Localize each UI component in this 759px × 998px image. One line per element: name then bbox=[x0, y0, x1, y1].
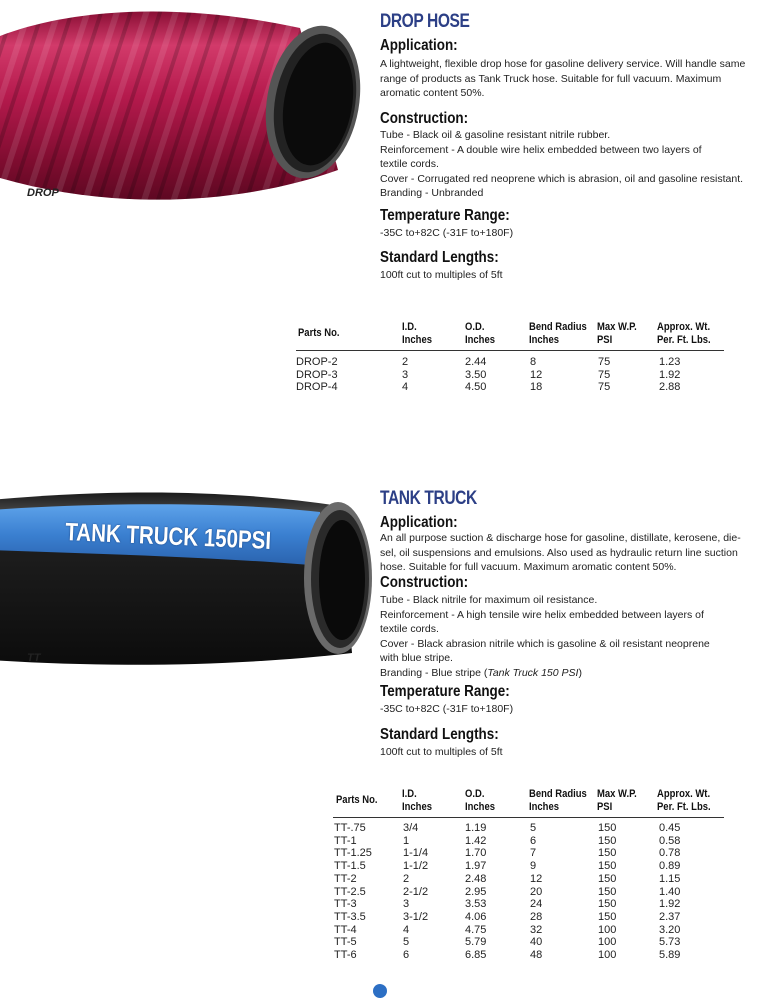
tank-col-wt: Approx. Wt. Per. Ft. Lbs. bbox=[657, 788, 711, 813]
table-cell: 150 bbox=[598, 898, 617, 911]
table-cell: 3.50 bbox=[465, 368, 487, 381]
table-cell: TT-.75 bbox=[334, 822, 366, 834]
table-cell: 1.40 bbox=[659, 885, 681, 898]
tank-lengths-text: 100ft cut to multiples of 5ft bbox=[380, 746, 503, 758]
table-cell: 100 bbox=[598, 949, 617, 961]
drop-col-parts: Parts No. bbox=[298, 327, 340, 339]
drop-col-wt: Approx. Wt. Per. Ft. Lbs. bbox=[657, 321, 711, 346]
table-cell: DROP-2 bbox=[296, 356, 338, 368]
tank-stripe-branding: TANK TRUCK 150PSI bbox=[64, 518, 272, 555]
table-cell: 2 bbox=[402, 356, 409, 368]
table-cell: 0.45 bbox=[659, 822, 681, 834]
drop-application-heading: Application: bbox=[380, 37, 458, 54]
table-cell: TT-1 bbox=[334, 834, 357, 847]
table-cell: 2.88 bbox=[659, 381, 681, 394]
table-cell: 5.89 bbox=[659, 949, 681, 961]
table-cell: 1.70 bbox=[465, 847, 487, 860]
table-cell: 4 bbox=[402, 381, 409, 394]
table-cell: 5 bbox=[403, 936, 410, 949]
table-cell: 3-1/2 bbox=[403, 910, 429, 923]
table-cell: 20 bbox=[530, 885, 543, 898]
table-cell: 5 bbox=[530, 822, 537, 834]
tank-application-heading: Application: bbox=[380, 514, 458, 531]
table-cell: 2 bbox=[403, 872, 410, 885]
tank-temperature-text: -35C to+82C (-31F to+180F) bbox=[380, 703, 514, 715]
table-cell: 100 bbox=[598, 923, 617, 936]
table-cell: 150 bbox=[598, 834, 617, 847]
table-cell: 1.15 bbox=[659, 872, 681, 885]
table-cell: 12 bbox=[530, 872, 543, 885]
table-cell: TT-1.25 bbox=[334, 847, 372, 860]
table-cell: DROP-4 bbox=[296, 381, 338, 394]
table-cell: 150 bbox=[598, 822, 617, 834]
table-cell: 1.19 bbox=[465, 822, 487, 834]
table-cell: 32 bbox=[530, 923, 543, 936]
table-cell: 1-1/2 bbox=[403, 860, 429, 873]
drop-col-wp: Max W.P. PSI bbox=[597, 321, 637, 346]
table-cell: 9 bbox=[530, 860, 537, 873]
table-cell: 2.95 bbox=[465, 885, 487, 898]
table-cell: TT-2 bbox=[334, 872, 357, 885]
drop-construction-text: Tube - Black oil & gasoline resistant nitrile rubber. Reinforcement - A double wire helix embedded between two layers of textile cords. Cover - Corrugated red neoprene which is abrasion, oil and gasoline resistant. Branding - Unbranded bbox=[380, 129, 744, 199]
table-cell: 1-1/4 bbox=[403, 847, 429, 860]
table-cell: 0.58 bbox=[659, 834, 681, 847]
table-cell: 4.06 bbox=[465, 910, 487, 923]
drop-temperature-text: -35C to+82C (-31F to+180F) bbox=[380, 227, 514, 239]
table-cell: 2.48 bbox=[465, 872, 487, 885]
table-cell: TT-3.5 bbox=[334, 910, 366, 923]
table-cell: 150 bbox=[598, 860, 617, 873]
table-cell: 4 bbox=[403, 923, 410, 936]
drop-col-id: I.D. Inches bbox=[402, 321, 432, 346]
table-cell: 3 bbox=[403, 898, 410, 911]
table-cell: 2-1/2 bbox=[403, 885, 429, 898]
table-cell: TT-4 bbox=[334, 923, 357, 936]
table-cell: TT-5 bbox=[334, 936, 357, 949]
table-cell: 75 bbox=[598, 368, 611, 381]
table-cell: 0.89 bbox=[659, 860, 681, 873]
table-cell: 8 bbox=[530, 356, 537, 368]
tank-caption: TT bbox=[27, 652, 41, 664]
table-cell: 1.97 bbox=[465, 860, 487, 873]
table-cell: 1.92 bbox=[659, 368, 681, 381]
table-cell: 28 bbox=[530, 910, 543, 923]
table-cell: 100 bbox=[598, 936, 617, 949]
table-cell: 1.42 bbox=[465, 834, 487, 847]
table-cell: TT-2.5 bbox=[334, 885, 366, 898]
tank-col-od: O.D. Inches bbox=[465, 788, 495, 813]
table-cell: 150 bbox=[598, 847, 617, 860]
drop-application-text: A lightweight, flexible drop hose for gasoline delivery service. Will handle same range of products as Tank Truck hose. Suitable for full vacuum. Maximum aromatic content 50%. bbox=[380, 58, 746, 99]
tank-col-parts: Parts No. bbox=[336, 794, 378, 806]
table-cell: 1.92 bbox=[659, 898, 681, 911]
table-cell: 3.20 bbox=[659, 923, 681, 936]
table-cell: TT-3 bbox=[334, 898, 357, 911]
table-cell: 1.23 bbox=[659, 356, 681, 368]
table-cell: 48 bbox=[530, 949, 543, 961]
drop-col-bend: Bend Radius Inches bbox=[529, 321, 587, 346]
table-cell: TT-6 bbox=[334, 949, 357, 961]
drop-lengths-heading: Standard Lengths: bbox=[380, 249, 499, 266]
table-cell: DROP-3 bbox=[296, 368, 338, 381]
table-cell: 0.78 bbox=[659, 847, 681, 860]
table-cell: 150 bbox=[598, 910, 617, 923]
table-cell: 6 bbox=[530, 834, 537, 847]
table-cell: 150 bbox=[598, 885, 617, 898]
tank-temperature-heading: Temperature Range: bbox=[380, 683, 510, 700]
drop-col-od: O.D. Inches bbox=[465, 321, 495, 346]
drop-lengths-text: 100ft cut to multiples of 5ft bbox=[380, 269, 503, 281]
table-cell: 40 bbox=[530, 936, 543, 949]
tank-application-text: An all purpose suction & discharge hose for gasoline, distillate, kerosene, die- sel, oil suspensions and emulsions. Also used as hydraulic return line suction hose. Suitable for full vacuum. Maximum aromatic content 50%. bbox=[380, 532, 741, 573]
table-cell: 4.50 bbox=[465, 381, 487, 394]
table-cell: 150 bbox=[598, 872, 617, 885]
table-cell: 6 bbox=[403, 949, 410, 961]
table-cell: 4.75 bbox=[465, 923, 487, 936]
table-cell: 3.53 bbox=[465, 898, 487, 911]
table-cell: 5.73 bbox=[659, 936, 681, 949]
table-cell: 3 bbox=[402, 368, 409, 381]
table-cell: 2.44 bbox=[465, 356, 487, 368]
table-cell: 24 bbox=[530, 898, 543, 911]
tank-title: TANK TRUCK bbox=[380, 488, 477, 509]
table-cell: 6.85 bbox=[465, 949, 487, 961]
page-marker-dot bbox=[373, 984, 387, 998]
tank-truck-hose-image bbox=[0, 488, 375, 673]
table-cell: 2.37 bbox=[659, 910, 681, 923]
table-cell: TT-1.5 bbox=[334, 860, 366, 873]
tank-col-bend: Bend Radius Inches bbox=[529, 788, 587, 813]
table-cell: 12 bbox=[530, 368, 543, 381]
table-cell: 1 bbox=[403, 834, 410, 847]
tank-construction-heading: Construction: bbox=[380, 574, 469, 591]
drop-temperature-heading: Temperature Range: bbox=[380, 207, 510, 224]
tank-construction-text: Tube - Black nitrile for maximum oil resistance. Reinforcement - A high tensile wire helix embedded between layers of textile cords. Cover - Black abrasion nitrile which is gasoline & oil resistant neoprene with blue stripe. Branding - Blue stripe (Tank Truck 150 PSI) bbox=[380, 594, 710, 679]
drop-construction-heading: Construction: bbox=[380, 110, 469, 127]
tank-lengths-heading: Standard Lengths: bbox=[380, 726, 499, 743]
table-cell: 5.79 bbox=[465, 936, 487, 949]
drop-title: DROP HOSE bbox=[380, 11, 470, 32]
table-cell: 7 bbox=[530, 847, 537, 860]
tank-col-id: I.D. Inches bbox=[402, 788, 432, 813]
tank-col-wp: Max W.P. PSI bbox=[597, 788, 637, 813]
tank-table-rule bbox=[333, 817, 724, 818]
table-cell: 18 bbox=[530, 381, 543, 394]
drop-table-rule bbox=[296, 350, 724, 351]
table-cell: 75 bbox=[598, 356, 611, 368]
table-cell: 75 bbox=[598, 381, 611, 394]
table-cell: 3/4 bbox=[403, 822, 419, 834]
drop-caption: DROP bbox=[27, 187, 59, 199]
